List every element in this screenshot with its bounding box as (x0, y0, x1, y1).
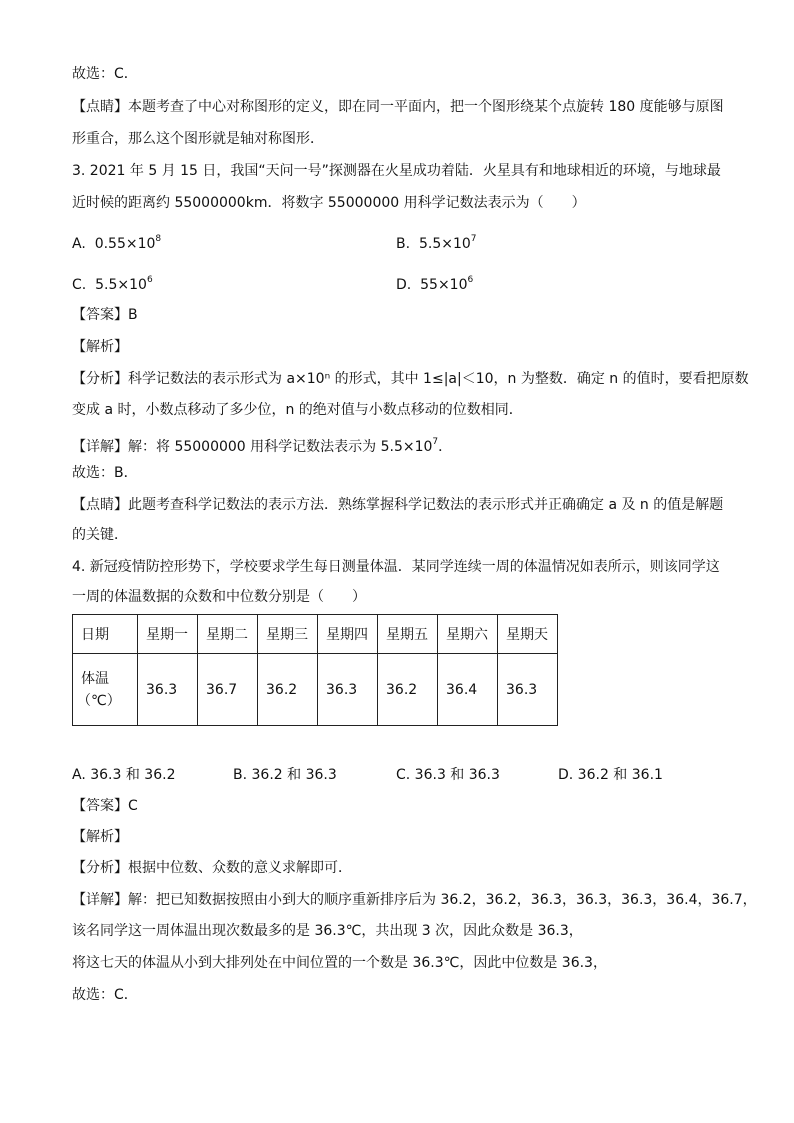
detail-exponent: 7 (432, 437, 439, 447)
option-base: 5.5×10 (95, 277, 147, 293)
option-exponent: 6 (467, 275, 474, 285)
q3-option-b (396, 229, 477, 254)
option-base: 5.5×10 (418, 236, 471, 252)
q4-detail-line-1: 【详解】解：把已知数据按照由小到大的顺序重新排序后为 36.2，36.2，36.3，36.3，36.3，36.4，36.7， (72, 892, 757, 908)
q3-choice-line: 故选：B． (72, 465, 138, 481)
detail-period: ． (438, 439, 453, 455)
temperature-table (72, 614, 558, 726)
table-header-cell: 星期六 (438, 615, 498, 654)
table-header-cell: 星期三 (258, 615, 318, 654)
q4-option-c: C. 36.3 和 36.3 (396, 767, 500, 783)
q4-option-a: A. 36.3 和 36.2 (72, 767, 176, 783)
table-cell: 36.4 (438, 654, 498, 726)
q4-answer: 【答案】C (72, 798, 138, 814)
q4-stem-line-2: 一周的体温数据的众数和中位数分别是（ ） (72, 589, 366, 605)
q4-detail-line-3: 将这七天的体温从小到大排列处在中间位置的一个数是 36.3℃，因此中位数是 36.3， (72, 955, 607, 971)
table-header-cell: 日期 (73, 615, 138, 654)
row-label-unit: （℃） (77, 692, 121, 709)
option-label: B. (396, 236, 411, 252)
table-header-row (73, 615, 558, 654)
table-cell: 36.7 (198, 654, 258, 726)
q3-answer: 【答案】B (72, 307, 138, 323)
option-label: D. (396, 277, 412, 293)
option-exponent: 6 (146, 275, 153, 285)
option-exponent: 8 (155, 234, 162, 244)
detail-text: 【详解】解：将 55000000 用科学记数法表示为 5.5×10 (72, 439, 433, 455)
row-label-cell (73, 654, 138, 726)
q3-analysis-line-2: 变成 a 时，小数点移动了多少位，n 的绝对值与小数点移动的位数相同． (72, 402, 523, 418)
q2-note-line-2: 形重合，那么这个图形就是轴对称图形． (72, 131, 324, 147)
table-header-cell: 星期二 (198, 615, 258, 654)
q3-analysis-heading: 【解析】 (72, 339, 128, 355)
q4-option-b: B. 36.2 和 36.3 (233, 767, 337, 783)
table-cell: 36.3 (138, 654, 198, 726)
q3-option-c (72, 270, 153, 295)
option-label: C. (72, 277, 87, 293)
q3-option-d (396, 270, 473, 295)
q4-option-d: D. 36.2 和 36.1 (558, 767, 663, 783)
q3-detail-line (72, 432, 452, 457)
table-header-cell: 星期一 (138, 615, 198, 654)
table-row (73, 654, 558, 726)
row-label-title: 体温 (81, 670, 109, 687)
q2-choice-line: 故选：C． (72, 66, 138, 82)
table-cell: 36.2 (258, 654, 318, 726)
q4-analysis-heading: 【解析】 (72, 829, 128, 845)
q3-note-line-2: 的关键． (72, 527, 128, 543)
option-base: 55×10 (420, 277, 468, 293)
q3-option-a (72, 229, 161, 254)
q3-analysis-line-1: 【分析】科学记数法的表示形式为 a×10ⁿ 的形式，其中 1≤|a|＜10，n 为整数．确定 n 的值时，要看把原数 (72, 371, 749, 387)
table-header-cell: 星期天 (498, 615, 558, 654)
table-header-cell: 星期四 (318, 615, 378, 654)
q4-choice-line: 故选：C． (72, 987, 138, 1003)
q3-stem-line-2: 近时候的距离约 55000000km．将数字 55000000 用科学记数法表示为（ ） (72, 195, 586, 211)
q4-analysis-line: 【分析】根据中位数、众数的意义求解即可． (72, 860, 352, 876)
q4-stem-line-1: 4. 新冠疫情防控形势下，学校要求学生每日测量体温．某同学连续一周的体温情况如表所示，则该同学这 (72, 559, 720, 575)
table-cell: 36.3 (318, 654, 378, 726)
q4-detail-line-2: 该名同学这一周体温出现次数最多的是 36.3℃，共出现 3 次，因此众数是 36.3， (72, 923, 583, 939)
q3-note-line-1: 【点睛】此题考查科学记数法的表示方法．熟练掌握科学记数法的表示形式并正确确定 a 及 n 的值是解题 (72, 497, 724, 513)
table-cell: 36.2 (378, 654, 438, 726)
q3-stem-line-1: 3. 2021 年 5 月 15 日，我国“天问一号”探测器在火星成功着陆．火星具有和地球相近的环境，与地球最 (72, 163, 721, 179)
option-base: 0.55×10 (94, 236, 156, 252)
table-cell: 36.3 (498, 654, 558, 726)
table-header-cell: 星期五 (378, 615, 438, 654)
option-exponent: 7 (470, 234, 477, 244)
option-label: A. (72, 236, 86, 252)
q2-note-line-1: 【点睛】本题考查了中心对称图形的定义，即在同一平面内，把一个图形绕某个点旋转 180 度能够与原图 (72, 99, 724, 115)
